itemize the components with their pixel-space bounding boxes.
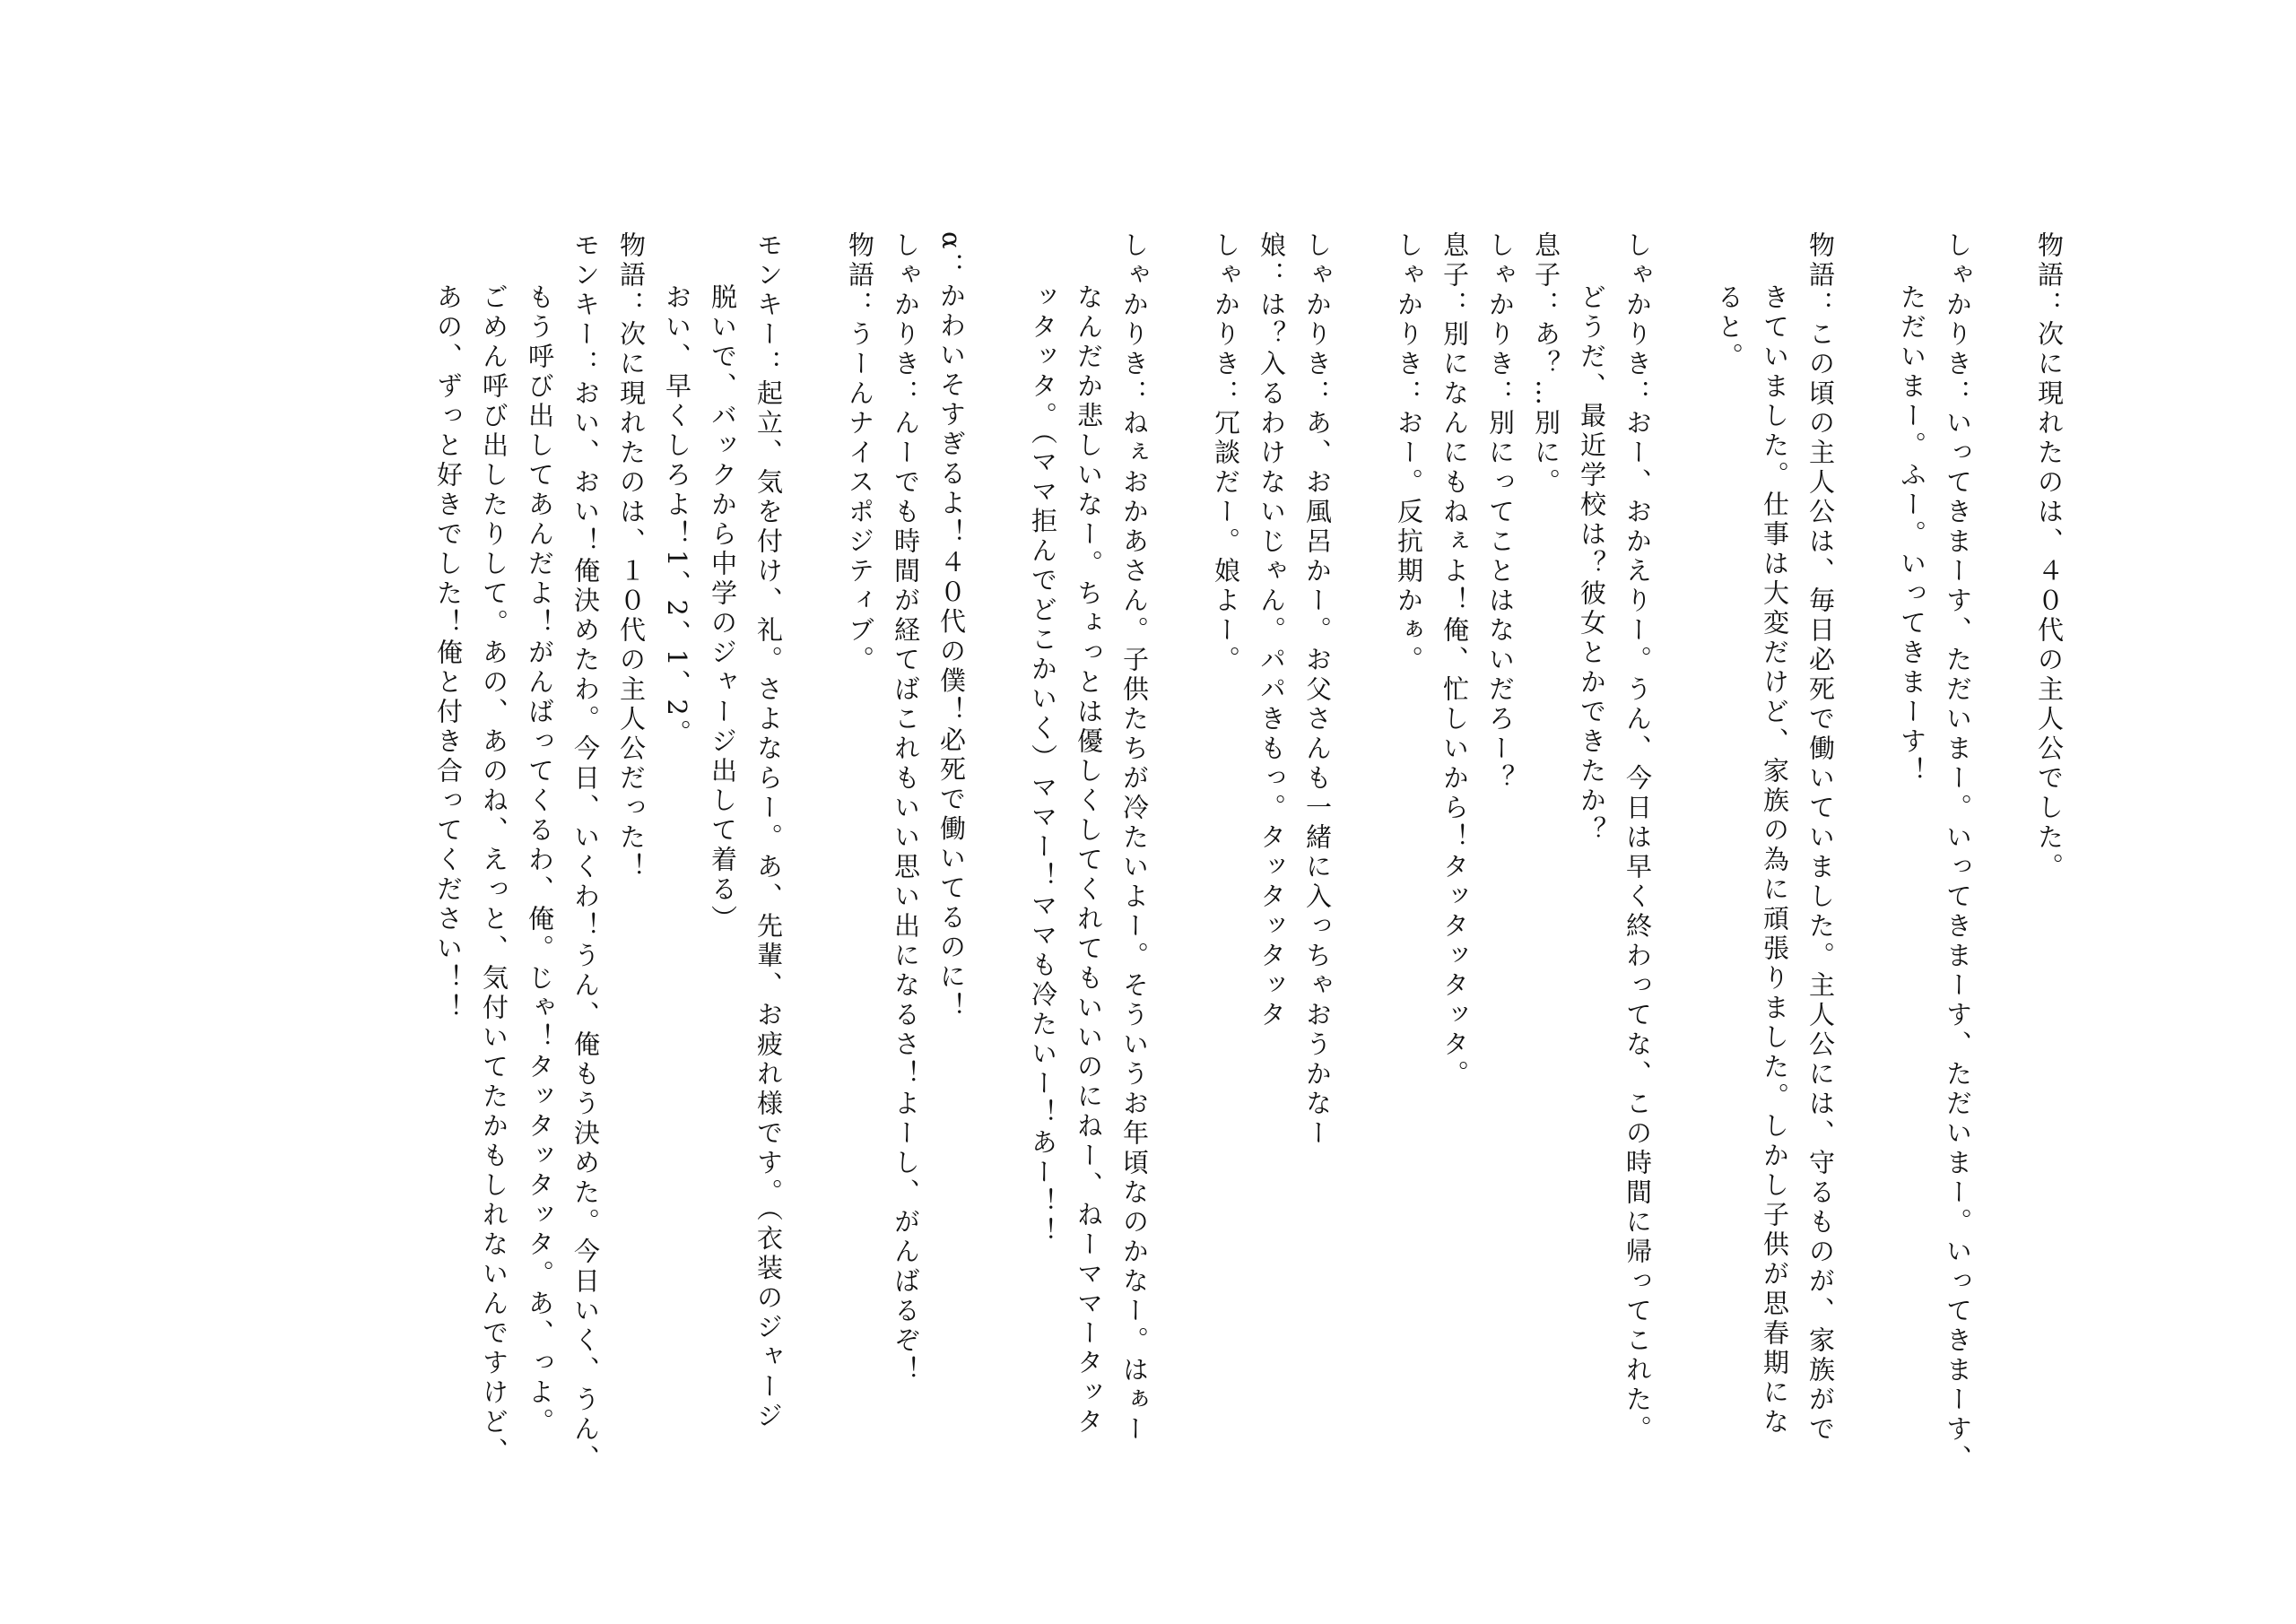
script-line: しゃかりき：いってきまーす、ただいまー。いってきまーす、ただいまー。いってきまーす、 (1943, 231, 1973, 1474)
script-line: 息子：別になんにもねぇよ！俺、忙しいから！タッタッタッタ。 (1439, 231, 1470, 1090)
script-line: α：かわいそすぎるよ！４０代の僕！必死で働いてるのに！ (936, 231, 967, 1022)
script-line: しゃかりき：あ、お風呂かー。お父さんも一緒に入っちゃおうかなー (1302, 231, 1333, 1149)
script-line-continuation: ッタッタ。（ママ拒んでどこかいく）ママー！ママも冷たいー！あー！！ (1028, 283, 1058, 1247)
script-line: しゃかりき：冗談だー。娘よー。 (1211, 231, 1241, 675)
script-line-continuation: きていました。仕事は大変だけど、家族の為に頑張りました。しかし子供が思春期にな (1760, 283, 1790, 1437)
script-line-continuation: ただいまー。ふー。いってきまーす！ (1897, 283, 1927, 786)
vertical-script-body (425, 231, 2072, 1487)
script-line: 物語：次に現れたのは、１０代の主人公だった！ (616, 231, 647, 882)
script-line-continuation: どうだ、最近学校は？彼女とかできたか？ (1577, 283, 1607, 846)
script-line: しゃかりき：んーでも時間が経てばこれもいい思い出になるさ！よーし、がんばるぞ！ (891, 231, 921, 1385)
script-line: 物語：この頃の主人公は、毎日必死で働いていました。主人公には、守るものが、家族がで (1805, 231, 1836, 1445)
script-line: 息子：あ？…別に。 (1531, 231, 1561, 498)
script-line: しゃかりき：ねぇおかあさん。子供たちが冷たいよー。そういうお年頃なのかなー。はぁー (1119, 231, 1150, 1445)
script-line-continuation: あの、ずっと好きでした！俺と付き合ってください！！ (433, 283, 464, 1023)
script-line: 娘：は？入るわけないじゃん。パパきもっ。タッタッタッタ (1257, 231, 1287, 1030)
script-line-continuation: もう呼び出してあんだよ！がんばってくるわ、俺。じゃ！タッタッタッタ。あ、っよ。 (525, 283, 555, 1437)
script-line: しゃかりき：別にってことはないだろー？ (1485, 231, 1516, 794)
script-line: 物語：うーんナイスポジティブ。 (845, 231, 875, 675)
script-line-continuation: 脱いで、バックから中学のジャージ出して着る） (708, 283, 738, 934)
script-line: しゃかりき：おー。反抗期かぁ。 (1394, 231, 1424, 675)
script-line: モンキー：起立、気を付け、礼。さよならー。あ、先輩、お疲れ様です。（衣装のジャージ (753, 231, 784, 1432)
script-line-continuation: ると。 (1714, 283, 1744, 372)
script-line: モンキー：おい、おい！俺決めたわ。今日、いくわ！うん、俺もう決めた。今日いく、うん、 (570, 231, 601, 1474)
script-line-continuation: ごめん呼び出したりして。あの、あのね、えっと、気付いてたかもしれないんですけど、 (479, 283, 509, 1467)
script-line-continuation: なんだか悲しいなー。ちょっとは優しくしてくれてもいいのにねー、ねーママータッタ (1074, 283, 1104, 1437)
script-line: 物語：次に現れたのは、４０代の主人公でした。 (2034, 231, 2065, 882)
script-line-continuation: おい、早くしろよ！1、2、1、2。 (662, 283, 692, 749)
script-line: しゃかりき：おー、おかえりー。うん、今日は早く終わってな、この時間に帰ってこれた。 (1622, 231, 1653, 1445)
